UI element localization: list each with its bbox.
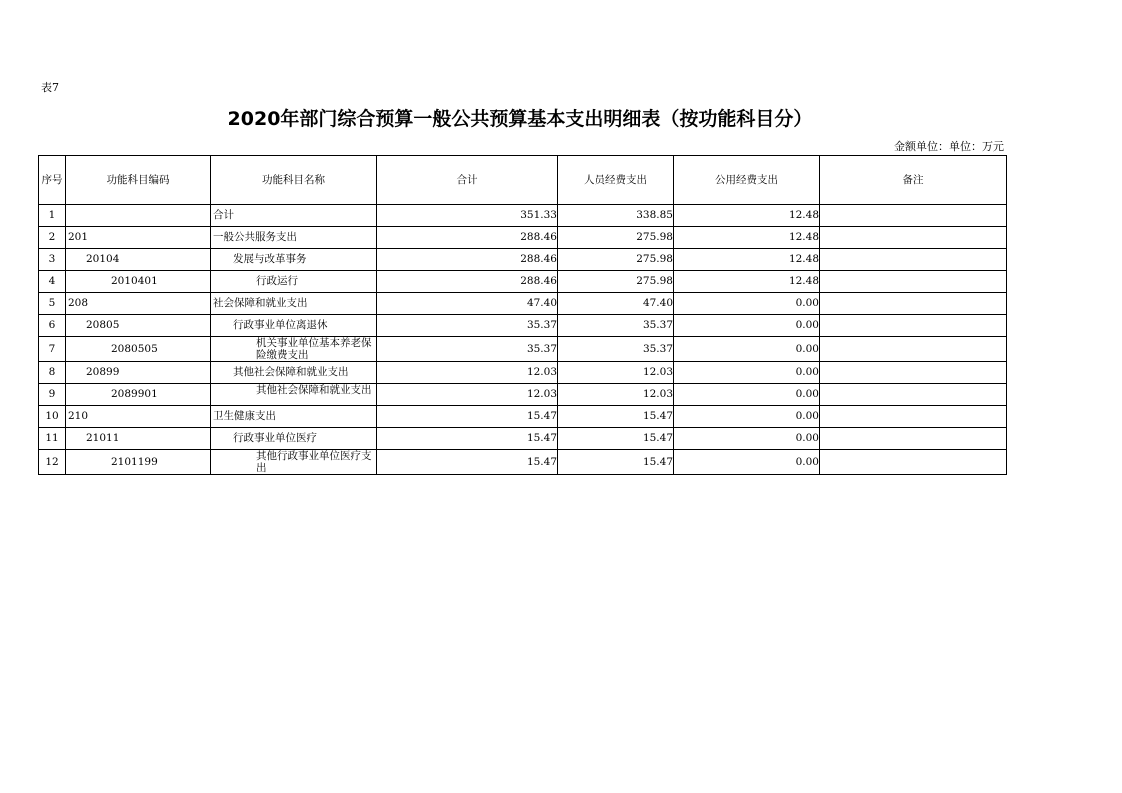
row-personnel: 15.47 [558,450,674,475]
header-personnel: 人员经费支出 [558,156,674,205]
page-title: 2020年部门综合预算一般公共预算基本支出明细表（按功能科目分） [227,108,813,130]
row-remark [820,428,1007,450]
row-code: 2089901 [66,384,211,406]
row-name: 行政运行 [211,271,377,293]
row-no: 9 [39,384,66,406]
row-total: 35.37 [377,337,558,362]
row-public: 0.00 [674,315,820,337]
row-total: 288.46 [377,271,558,293]
row-name: 发展与改革事务 [211,249,377,271]
row-personnel: 275.98 [558,271,674,293]
header-public: 公用经费支出 [674,156,820,205]
row-name: 其他社会保障和就业支出 [211,384,377,406]
row-remark [820,315,1007,337]
row-code: 201 [66,227,211,249]
row-total: 15.47 [377,428,558,450]
header-name: 功能科目名称 [211,156,377,205]
row-no: 7 [39,337,66,362]
row-code: 21011 [66,428,211,450]
budget-table [38,155,1007,475]
row-no: 4 [39,271,66,293]
row-no: 12 [39,450,66,475]
row-public: 0.00 [674,293,820,315]
table-row [39,271,1007,293]
row-total: 15.47 [377,406,558,428]
row-public: 12.48 [674,227,820,249]
row-code: 2101199 [66,450,211,475]
row-name: 一般公共服务支出 [211,227,377,249]
table-row [39,205,1007,227]
unit-label: 金额单位：单位：万元 [894,140,1004,153]
row-remark [820,271,1007,293]
row-personnel: 338.85 [558,205,674,227]
row-no: 10 [39,406,66,428]
row-total: 47.40 [377,293,558,315]
table-row [39,337,1007,362]
table-row [39,362,1007,384]
row-personnel: 35.37 [558,337,674,362]
table-row [39,406,1007,428]
row-remark [820,293,1007,315]
row-code: 20104 [66,249,211,271]
row-public: 12.48 [674,249,820,271]
row-public: 12.48 [674,205,820,227]
header-code: 功能科目编码 [66,156,211,205]
row-personnel: 47.40 [558,293,674,315]
row-public: 0.00 [674,384,820,406]
row-personnel: 15.47 [558,428,674,450]
row-name: 行政事业单位医疗 [211,428,377,450]
header-total: 合计 [377,156,558,205]
row-personnel: 35.37 [558,315,674,337]
row-public: 0.00 [674,450,820,475]
table-row [39,450,1007,475]
row-remark [820,362,1007,384]
row-code: 210 [66,406,211,428]
row-code: 2010401 [66,271,211,293]
row-public: 0.00 [674,362,820,384]
row-total: 288.46 [377,227,558,249]
row-no: 2 [39,227,66,249]
row-no: 8 [39,362,66,384]
row-no: 6 [39,315,66,337]
row-name: 行政事业单位离退休 [211,315,377,337]
row-remark [820,384,1007,406]
row-name: 社会保障和就业支出 [211,293,377,315]
row-remark [820,205,1007,227]
row-code [66,205,211,227]
row-no: 5 [39,293,66,315]
table-row [39,293,1007,315]
row-remark [820,450,1007,475]
header-remark: 备注 [820,156,1007,205]
header-row [39,156,1007,205]
row-public: 0.00 [674,428,820,450]
row-remark [820,227,1007,249]
row-code: 208 [66,293,211,315]
row-name: 卫生健康支出 [211,406,377,428]
table-row [39,315,1007,337]
row-code: 2080505 [66,337,211,362]
row-total: 35.37 [377,315,558,337]
row-no: 11 [39,428,66,450]
row-personnel: 12.03 [558,384,674,406]
row-code: 20805 [66,315,211,337]
row-name: 机关事业单位基本养老保险缴费支出 [211,337,377,362]
row-no: 1 [39,205,66,227]
table-row [39,249,1007,271]
row-personnel: 15.47 [558,406,674,428]
row-name: 其他行政事业单位医疗支出 [211,450,377,475]
row-total: 12.03 [377,384,558,406]
row-name: 其他社会保障和就业支出 [211,362,377,384]
row-personnel: 275.98 [558,227,674,249]
row-name: 合计 [211,205,377,227]
row-public: 0.00 [674,337,820,362]
table-row [39,384,1007,406]
row-public: 0.00 [674,406,820,428]
sheet-label: 表7 [41,81,59,94]
row-remark [820,337,1007,362]
row-remark [820,406,1007,428]
row-personnel: 275.98 [558,249,674,271]
row-code: 20899 [66,362,211,384]
row-total: 288.46 [377,249,558,271]
row-no: 3 [39,249,66,271]
row-public: 12.48 [674,271,820,293]
header-no: 序号 [39,156,66,205]
row-total: 351.33 [377,205,558,227]
row-remark [820,249,1007,271]
table-row [39,428,1007,450]
table-row [39,227,1007,249]
row-total: 15.47 [377,450,558,475]
row-total: 12.03 [377,362,558,384]
row-personnel: 12.03 [558,362,674,384]
